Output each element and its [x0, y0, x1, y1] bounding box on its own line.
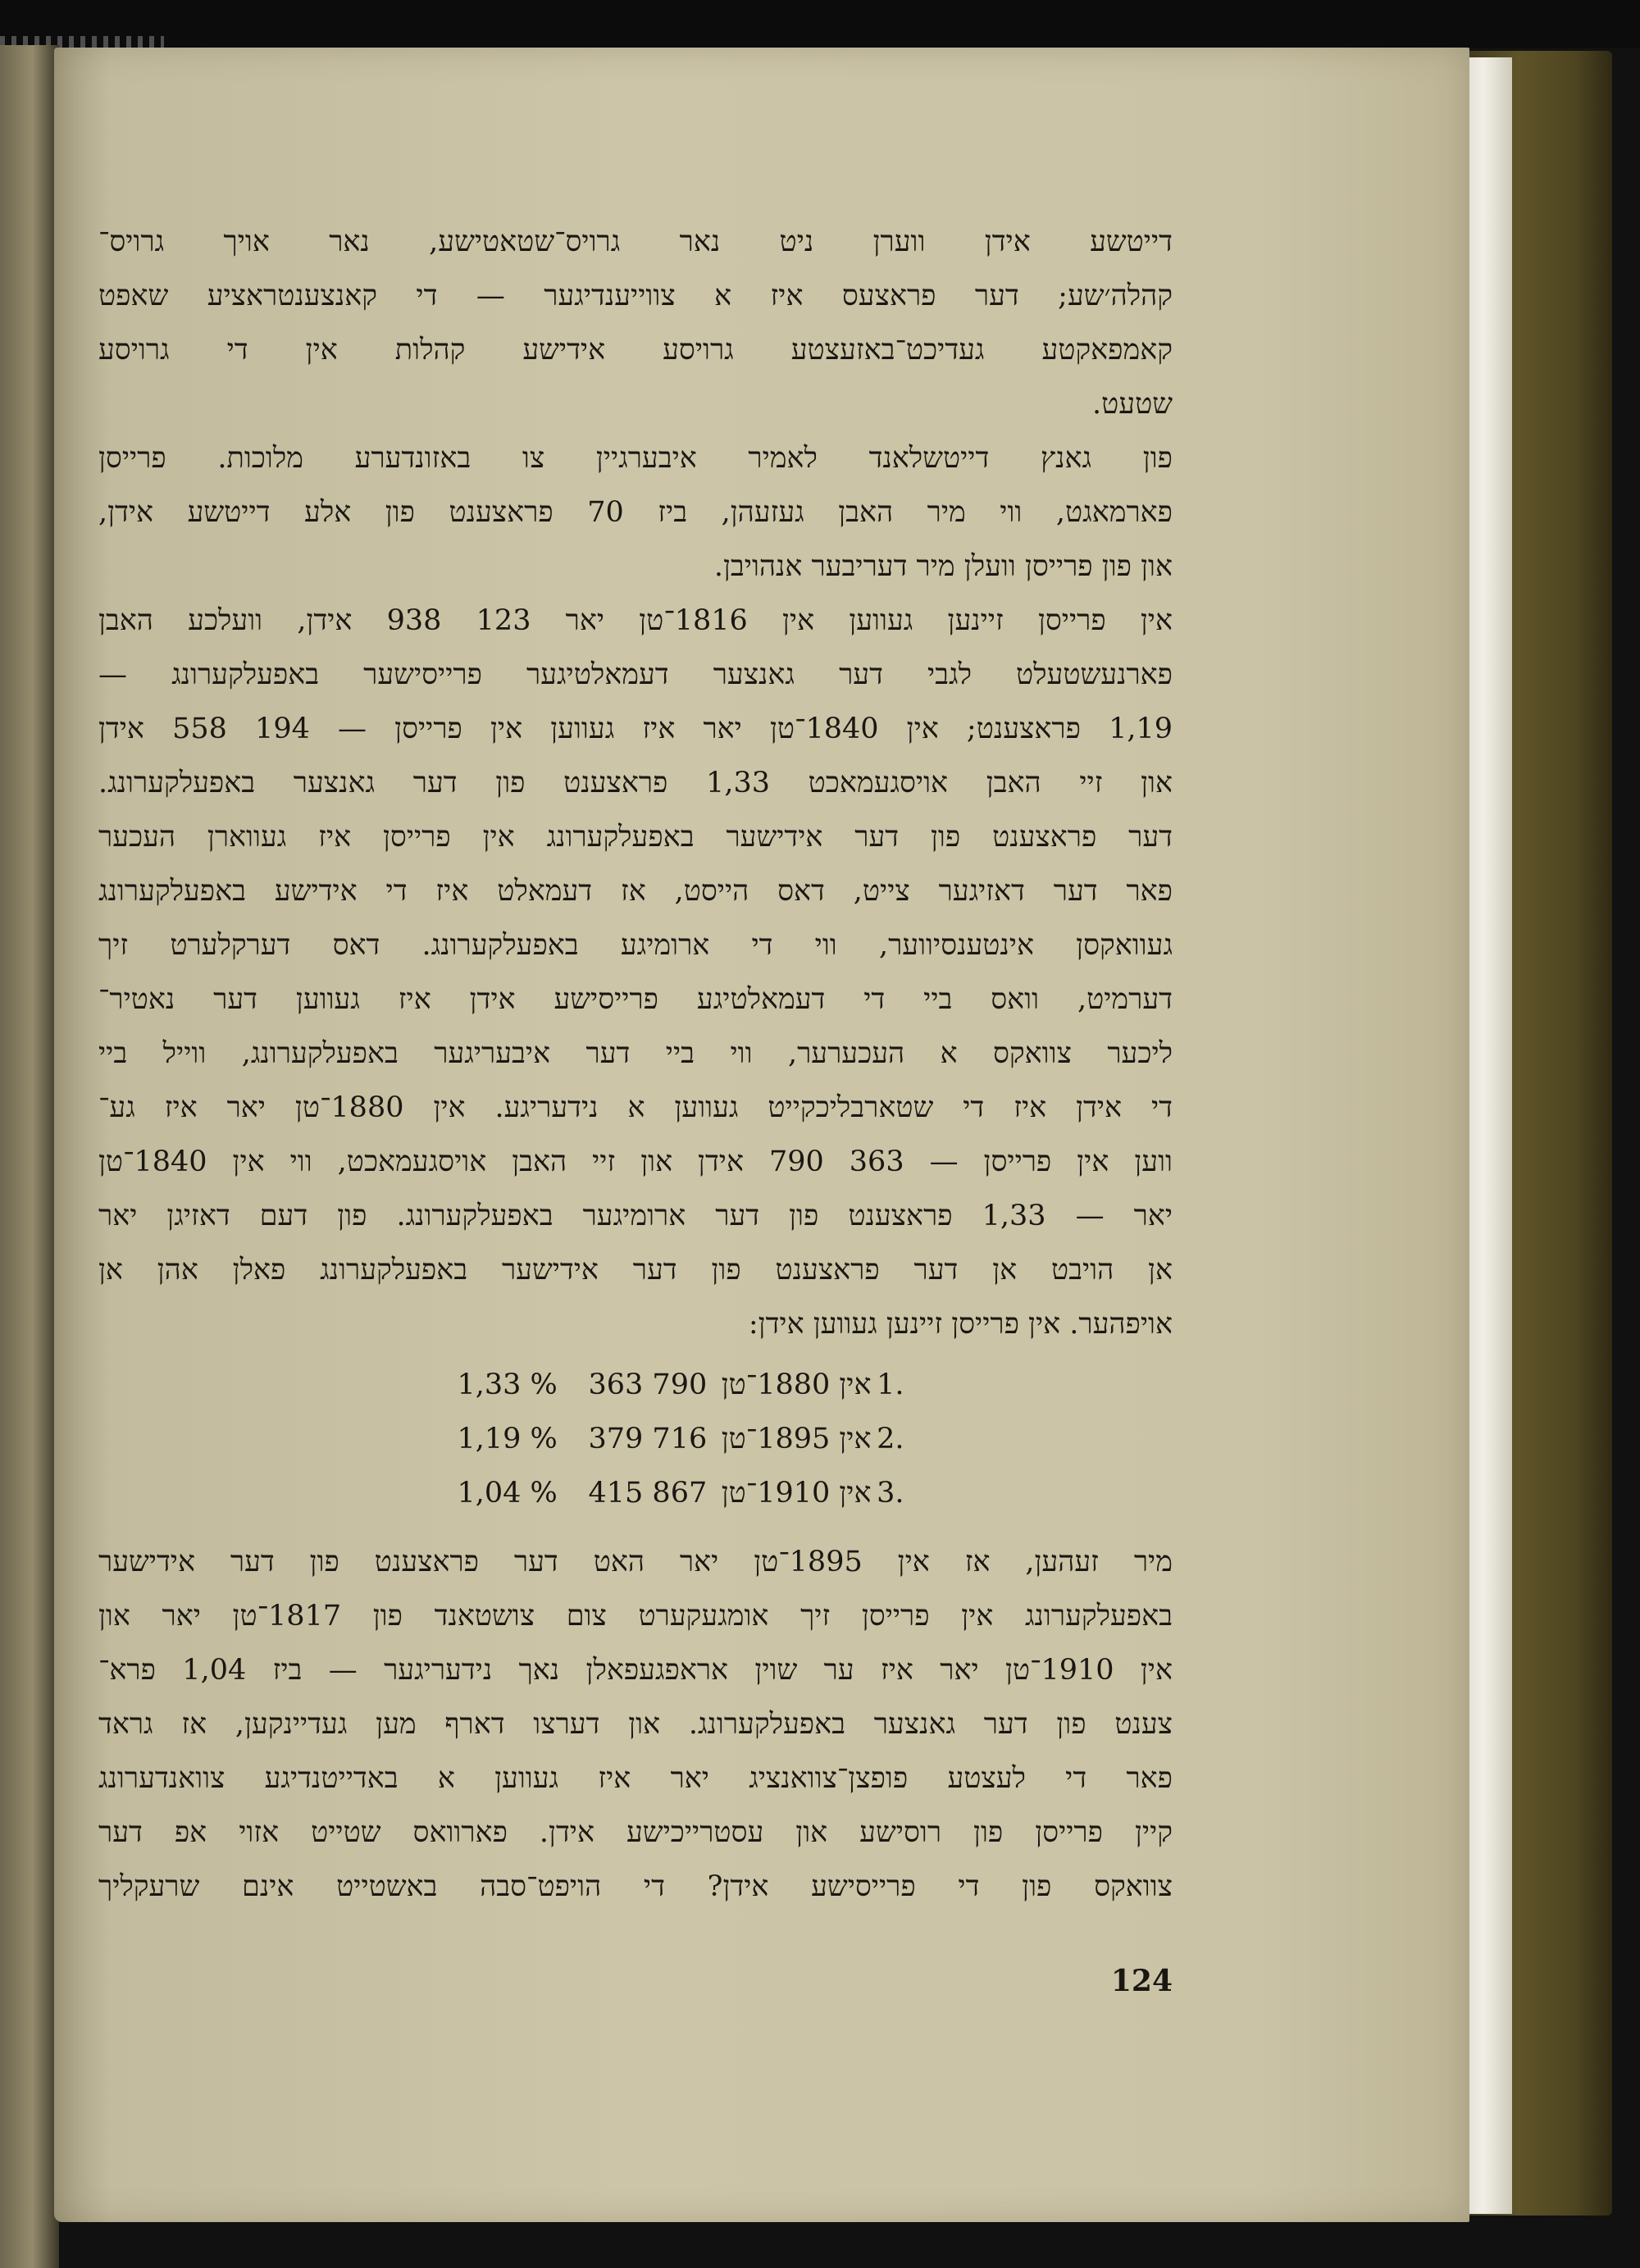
text-line: 1,19 פראצענט; אין 1840־טן יאר איז געווען אין פרייסן — 194 558 אידן — [98, 713, 1173, 745]
text-line: פארנעשטעלט לגבי דער גאנצער דעמאלטיגער פרייסישער באפעלקערונג — — [98, 658, 1173, 691]
left-page-edge — [0, 45, 59, 2268]
list-item-count: 415 867 — [588, 1477, 708, 1510]
text-line: קיין פרייסן פון רוסישע און עסטרייכישע אידן. פארוואס שטייט אזוי אפ דער — [98, 1816, 1173, 1849]
list-item-count: 363 790 — [588, 1369, 708, 1401]
text-line: דער פראצענט פון דער אידישער באפעלקערונג אין פרייסן איז געווארן העכער — [98, 821, 1173, 854]
text-line: און פון פרייסן וועלן מיר דעריבער אנהויבן. — [713, 550, 1173, 583]
text-line: פארמאגט, ווי מיר האבן געזעהן, ביז 70 פראצענט פון אלע דייטשע אידן, — [98, 496, 1173, 529]
text-line: אויפהער. אין פרייסן זיינען געווען אידן: — [748, 1308, 1173, 1341]
list-item-percent: 1,19 % — [457, 1423, 558, 1455]
list-item-year: אין 1895־טן — [721, 1423, 872, 1455]
text-line: צוואקס פון די פרייסישע אידן? די הויפט־סבה באשטייט אינם שרעקליך — [98, 1870, 1173, 1903]
population-list — [98, 1358, 1173, 1520]
text-line: קהלה׳שע; דער פראצעס איז א צווייענדיגער — די קאנצענטראציע שאפט — [98, 280, 1173, 312]
text-line: דייטשע אידן ווערן ניט נאר גרויס־שטאטישע, נאר אויך גרויס־ — [98, 225, 1173, 258]
list-item-number: .3 — [877, 1477, 904, 1510]
text-line: אין פרייסן זיינען געווען אין 1816־טן יאר 123 938 אידן, וועלכע האבן — [98, 604, 1173, 637]
text-line: צענט פון דער גאנצער באפעלקערונג. און דערצו דארף מען געדיינקען, אז גראד — [98, 1708, 1173, 1741]
text-line: פון גאנץ דייטשלאנד לאמיר איבערגיין צו באזונדערע מלוכות. פרייסן — [98, 442, 1173, 475]
text-line: קאמפאקטע געדיכט־באזעצטע גרויסע אידישע קהלות אין די גרויסע — [98, 334, 1173, 367]
list-item-number: .1 — [877, 1369, 904, 1401]
page-text — [98, 215, 1173, 1914]
list-item — [98, 1412, 1173, 1466]
list-item — [98, 1466, 1173, 1520]
text-line: שטעט. — [1092, 388, 1173, 421]
text-line: אן הויבט אן דער פראצענט פון דער אידישער באפעלקערונג פאלן אהן אן — [98, 1254, 1173, 1287]
list-item-number: .2 — [877, 1423, 904, 1455]
text-line: ליכער צוואקס א העכערער, ווי ביי דער איבעריגער באפעלקערונג, ווייל ביי — [98, 1037, 1173, 1070]
text-line: פאר די לעצטע פופצן־צוואנציג יאר איז געווען א באדייטנדיגע צוואנדערונג — [98, 1762, 1173, 1795]
page-number: 124 — [1110, 1964, 1173, 1998]
text-line: און זיי האבן אויסגעמאכט 1,33 פראצענט פון דער גאנצער באפעלקערונג. — [98, 767, 1173, 799]
list-item-year: אין 1910־טן — [721, 1477, 872, 1510]
list-item-percent: 1,04 % — [457, 1477, 558, 1510]
text-line: באפעלקערונג אין פרייסן זיך אומגעקערט צום צושטאנד פון 1817־טן יאר און — [98, 1600, 1173, 1633]
scan-background-top — [0, 0, 1640, 48]
text-line: ווען אין פרייסן — 363 790 אידן און זיי האבן אויסגעמאכט, ווי אין 1840־טן — [98, 1145, 1173, 1178]
text-line: דערמיט, וואס ביי די דעמאלטיגע פרייסישע אידן איז געווען דער נאטיר־ — [98, 983, 1173, 1016]
text-line: די אידן איז די שטארבליכקייט געווען א נידעריגע. אין 1880־טן יאר איז גע־ — [98, 1091, 1173, 1124]
text-line: מיר זעהען, אז אין 1895־טן יאר האט דער פראצענט פון דער אידישער — [98, 1546, 1173, 1578]
text-line: אין 1910־טן יאר איז ער שוין אראפגעפאלן נאך נידעריגער — ביז 1,04 פרא־ — [98, 1654, 1173, 1687]
list-item-year: אין 1880־טן — [721, 1369, 872, 1401]
text-line: יאר — 1,33 פראצענט פון דער ארומיגער באפעלקערונג. פון דעם דאזיגן יאר — [98, 1200, 1173, 1232]
list-item-percent: 1,33 % — [457, 1369, 558, 1401]
list-item-count: 379 716 — [588, 1423, 708, 1455]
list-item — [98, 1358, 1173, 1412]
text-line: געוואקסן אינטענסיווער, ווי די ארומיגע באפעלקערונג. דאס דערקלערט זיך — [98, 929, 1173, 962]
text-line: פאר דער דאזיגער צייט, דאס הייסט, אז דעמאלט איז די אידישע באפעלקערונג — [98, 875, 1173, 908]
